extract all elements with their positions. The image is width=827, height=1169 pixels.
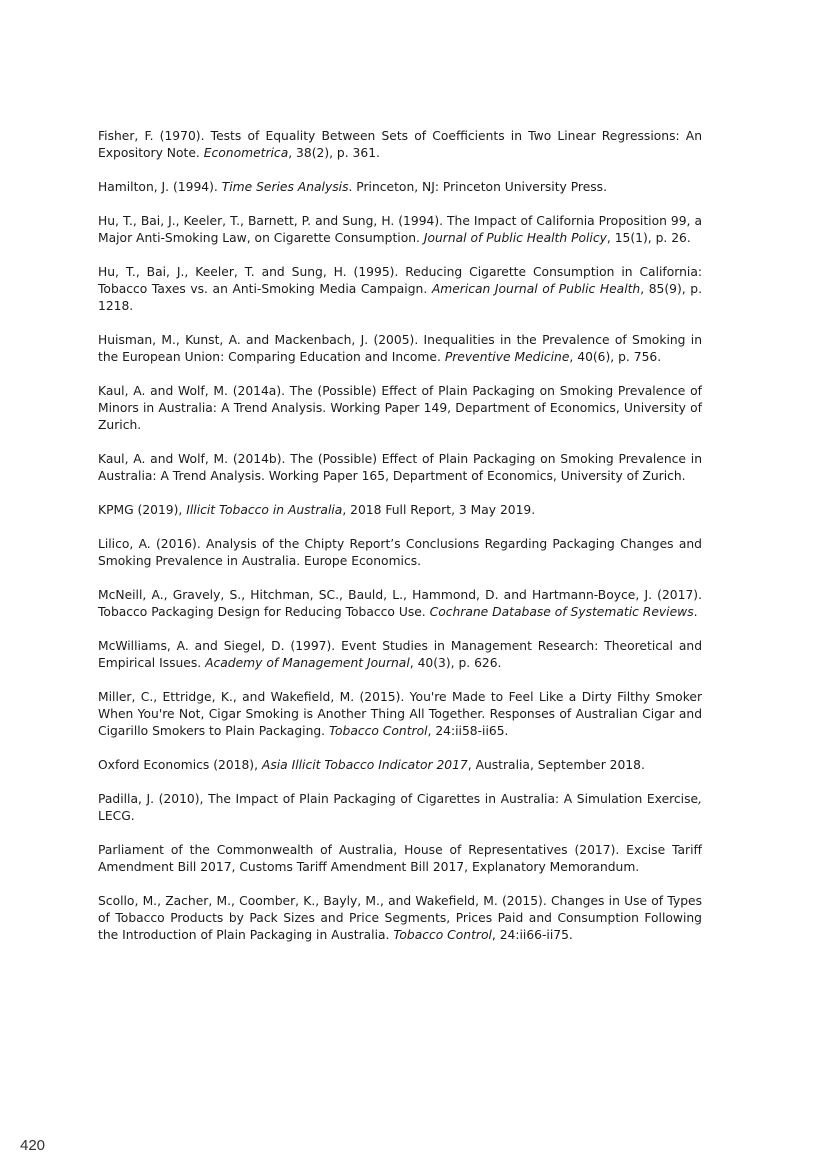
reference-source: Illicit Tobacco in Australia xyxy=(186,503,343,517)
reference-entry xyxy=(98,638,702,672)
reference-entry xyxy=(98,842,702,876)
reference-entry xyxy=(98,264,702,315)
reference-entry xyxy=(98,128,702,162)
reference-source: Econometrica xyxy=(203,146,289,160)
reference-details: , Australia, September 2018. xyxy=(467,758,645,772)
reference-details: , 2018 Full Report, 3 May 2019. xyxy=(342,503,536,517)
reference-text: Miller, C., Ettridge, K., and Wakefield, M. (2015). You're Made to Feel Like a Dirty Filthy Smoker When You're Not, Cigar Smoking is Another Thing All Together. Responses of Australian Cigar and Cigarillo Smokers to Plain Packaging. xyxy=(98,690,702,738)
reference-entry xyxy=(98,451,702,485)
reference-source: Tobacco Control xyxy=(393,928,492,942)
reference-entry xyxy=(98,757,702,774)
reference-details: , 40(6), p. 756. xyxy=(569,350,662,364)
reference-source: American Journal of Public Health xyxy=(431,282,641,296)
reference-text: Hamilton, J. (1994). xyxy=(98,180,222,194)
reference-text: Fisher, F. (1970). Tests of Equality Between Sets of Coefficients in Two Linear Regressions: An Expository Note. xyxy=(98,129,702,160)
reference-text: Hu, T., Bai, J., Keeler, T. and Sung, H. (1995). Reducing Cigarette Consumption in California: Tobacco Taxes vs. an Anti-Smoking Media Campaign. xyxy=(98,265,702,296)
reference-entry xyxy=(98,383,702,434)
reference-details: , 24:ii66-ii75. xyxy=(491,928,573,942)
reference-source: Tobacco Control xyxy=(329,724,428,738)
reference-text: Lilico, A. (2016). Analysis of the Chipty Report’s Conclusions Regarding Packaging Changes and Smoking Prevalence in Australia. Europe Economics. xyxy=(98,537,702,568)
reference-list xyxy=(98,128,702,961)
reference-entry xyxy=(98,791,702,825)
reference-details: , 24:ii58-ii65. xyxy=(427,724,509,738)
reference-details: , 15(1), p. 26. xyxy=(606,231,691,245)
reference-source: Asia Illicit Tobacco Indicator 2017 xyxy=(261,758,468,772)
reference-details: , 38(2), p. 361. xyxy=(288,146,380,160)
reference-details: LECG. xyxy=(98,809,135,823)
reference-text: McWilliams, A. and Siegel, D. (1997). Event Studies in Management Research: Theoretical and Empirical Issues. xyxy=(98,639,702,670)
reference-text: Oxford Economics (2018), xyxy=(98,758,262,772)
reference-entry xyxy=(98,893,702,944)
reference-source: Time Series Analysis xyxy=(221,180,349,194)
reference-entry xyxy=(98,689,702,740)
reference-entry xyxy=(98,213,702,247)
reference-text: Kaul, A. and Wolf, M. (2014b). The (Possible) Effect of Plain Packaging on Smoking Prevalence in Australia: A Trend Analysis. Working Paper 165, Department of Economics, University of Zurich. xyxy=(98,452,702,483)
reference-source: Cochrane Database of Systematic Reviews xyxy=(429,605,694,619)
reference-text: Scollo, M., Zacher, M., Coomber, K., Bayly, M., and Wakefield, M. (2015). Changes in Use of Types of Tobacco Products by Pack Sizes and Price Segments, Prices Paid and Consumption Following the Introduction of Plain Packaging in Australia. xyxy=(98,894,702,942)
reference-source: Preventive Medicine xyxy=(444,350,570,364)
reference-source: Journal of Public Health Policy xyxy=(423,231,607,245)
reference-source: Academy of Management Journal xyxy=(205,656,410,670)
page-number: 420 xyxy=(20,1137,46,1154)
reference-entry xyxy=(98,587,702,621)
reference-entry xyxy=(98,502,702,519)
reference-details: , 85(9), p. 1218. xyxy=(98,282,702,313)
reference-text: KPMG (2019), xyxy=(98,503,187,517)
reference-text: McNeill, A., Gravely, S., Hitchman, SC., Bauld, L., Hammond, D. and Hartmann-Boyce, J. (2017). Tobacco Packaging Design for Reducing Tobacco Use. xyxy=(98,588,702,619)
reference-entry xyxy=(98,332,702,366)
reference-details: . xyxy=(693,605,698,619)
reference-text: Parliament of the Commonwealth of Australia, House of Representatives (2017). Excise Tariff Amendment Bill 2017, Customs Tariff Amendment Bill 2017, Explanatory Memorandum. xyxy=(98,843,702,874)
reference-text: Huisman, M., Kunst, A. and Mackenbach, J. (2005). Inequalities in the Prevalence of Smoking in the European Union: Comparing Education and Income. xyxy=(98,333,702,364)
reference-text: Hu, T., Bai, J., Keeler, T., Barnett, P. and Sung, H. (1994). The Impact of California Proposition 99, a Major Anti-Smoking Law, on Cigarette Consumption. xyxy=(98,214,702,245)
reference-details: . Princeton, NJ: Princeton University Press. xyxy=(348,180,607,194)
reference-details: , 40(3), p. 626. xyxy=(409,656,502,670)
reference-text: Padilla, J. (2010), The Impact of Plain Packaging of Cigarettes in Australia: A Simulation Exercise xyxy=(98,792,699,806)
reference-source: , xyxy=(698,792,702,806)
reference-entry xyxy=(98,536,702,570)
reference-text: Kaul, A. and Wolf, M. (2014a). The (Possible) Effect of Plain Packaging on Smoking Prevalence of Minors in Australia: A Trend Analysis. Working Paper 149, Department of Economics, University of Zurich. xyxy=(98,384,702,432)
reference-entry xyxy=(98,179,702,196)
